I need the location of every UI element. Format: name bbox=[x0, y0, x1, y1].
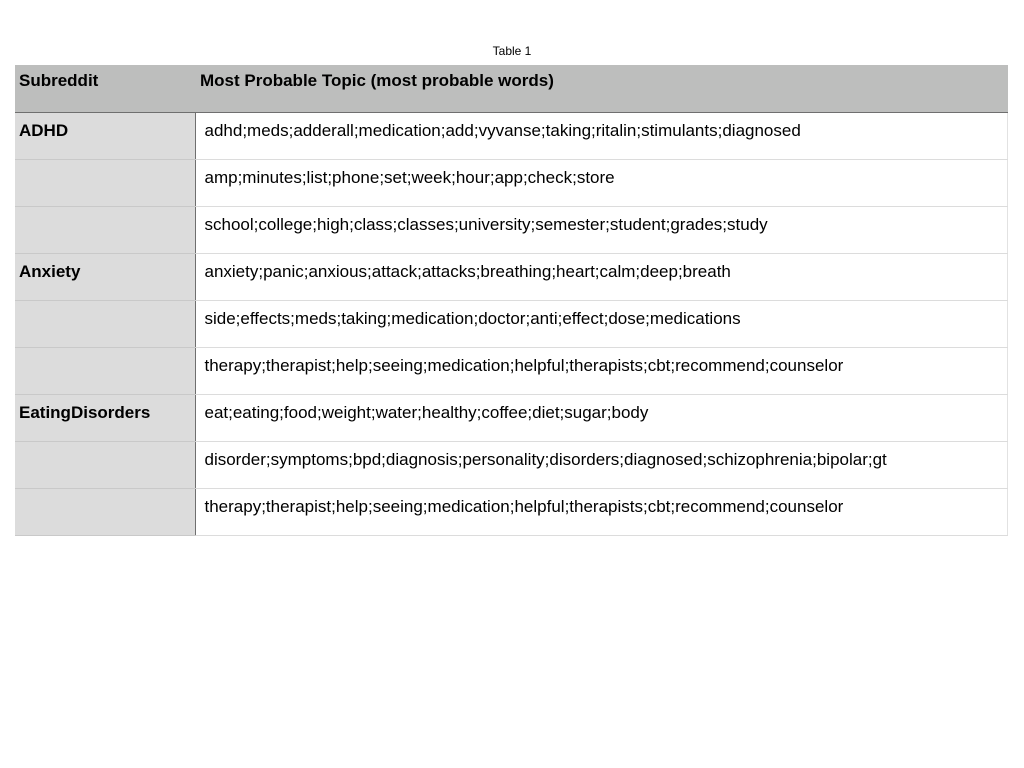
topic-cell: school;college;high;class;classes;university;semester;student;grades;study bbox=[195, 206, 1008, 253]
topic-cell: side;effects;meds;taking;medication;doctor;anti;effect;dose;medications bbox=[195, 300, 1008, 347]
table-row bbox=[15, 300, 1008, 347]
table-row bbox=[15, 159, 1008, 206]
subreddit-cell bbox=[15, 488, 195, 535]
table-row bbox=[15, 112, 1008, 159]
table-caption: Table 1 bbox=[492, 44, 532, 58]
topic-cell: amp;minutes;list;phone;set;week;hour;app;check;store bbox=[195, 159, 1008, 206]
table-header bbox=[15, 65, 1008, 112]
subreddit-cell: Anxiety bbox=[15, 253, 195, 300]
table-body bbox=[15, 112, 1008, 535]
table-row bbox=[15, 206, 1008, 253]
subreddit-cell bbox=[15, 441, 195, 488]
topic-cell: anxiety;panic;anxious;attack;attacks;breathing;heart;calm;deep;breath bbox=[195, 253, 1008, 300]
topic-cell: therapy;therapist;help;seeing;medication;helpful;therapists;cbt;recommend;counselor bbox=[195, 488, 1008, 535]
topics-table bbox=[15, 65, 1008, 536]
subreddit-cell bbox=[15, 159, 195, 206]
header-subreddit: Subreddit bbox=[15, 65, 195, 112]
table-row bbox=[15, 347, 1008, 394]
header-row bbox=[15, 65, 1008, 112]
subreddit-cell: ADHD bbox=[15, 112, 195, 159]
table-row bbox=[15, 394, 1008, 441]
topic-cell: disorder;symptoms;bpd;diagnosis;personality;disorders;diagnosed;schizophrenia;bipolar;gt bbox=[195, 441, 1008, 488]
subreddit-cell bbox=[15, 347, 195, 394]
topic-cell: therapy;therapist;help;seeing;medication;helpful;therapists;cbt;recommend;counselor bbox=[195, 347, 1008, 394]
subreddit-cell bbox=[15, 300, 195, 347]
table-row bbox=[15, 441, 1008, 488]
topic-cell: eat;eating;food;weight;water;healthy;coffee;diet;sugar;body bbox=[195, 394, 1008, 441]
subreddit-cell: EatingDisorders bbox=[15, 394, 195, 441]
header-topic: Most Probable Topic (most probable words) bbox=[195, 65, 1008, 112]
subreddit-cell bbox=[15, 206, 195, 253]
table-row bbox=[15, 488, 1008, 535]
table-row bbox=[15, 253, 1008, 300]
topic-cell: adhd;meds;adderall;medication;add;vyvanse;taking;ritalin;stimulants;diagnosed bbox=[195, 112, 1008, 159]
